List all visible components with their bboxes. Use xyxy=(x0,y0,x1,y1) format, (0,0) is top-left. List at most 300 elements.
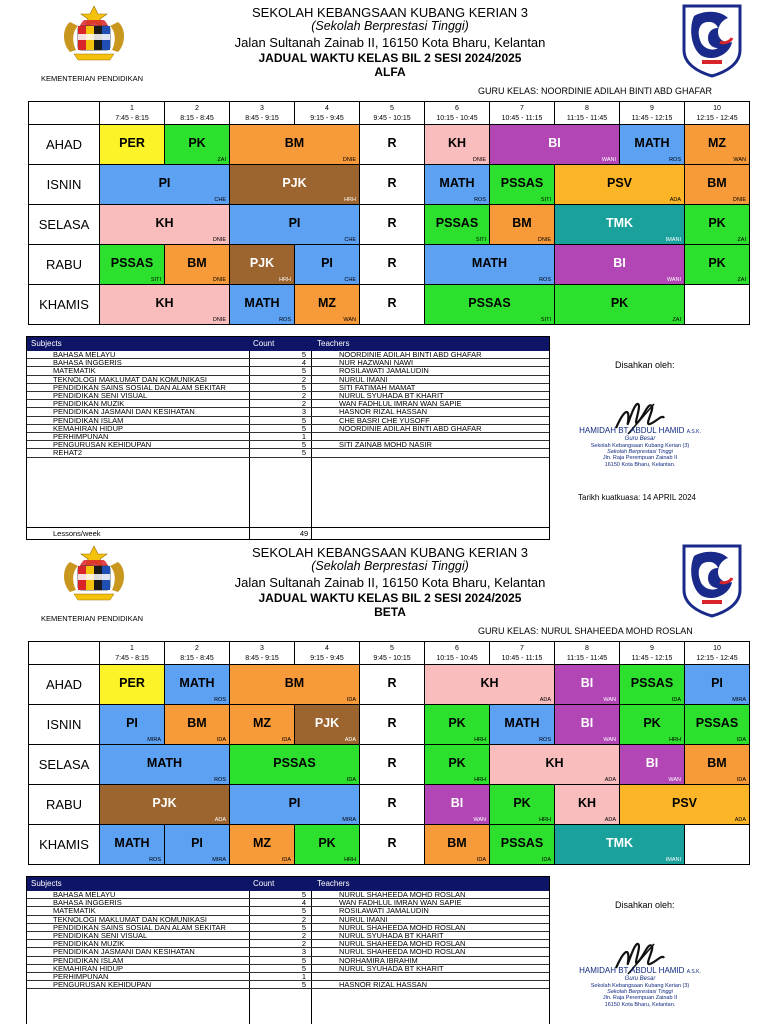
lesson-cell[interactable] xyxy=(295,285,360,325)
subject-row xyxy=(27,359,549,367)
subject-teacher: NURUL SHAHEEDA MOHD ROSLAN xyxy=(339,891,466,899)
period-header: 8 11:15 - 11:45 xyxy=(555,101,620,125)
subject-row xyxy=(27,916,549,924)
lesson-cell[interactable] xyxy=(230,245,295,285)
teacher-code: ADA xyxy=(214,817,226,823)
lesson-cell[interactable] xyxy=(230,705,295,745)
timetable-grid xyxy=(28,101,750,327)
lesson-cell[interactable] xyxy=(100,825,165,865)
approver-role: Guru Besar xyxy=(624,435,656,442)
subject-row xyxy=(27,932,549,940)
period-header: 3 8:45 - 9:15 xyxy=(230,641,295,665)
teacher-code: ZAI xyxy=(737,277,746,283)
subject-code: PSSAS xyxy=(500,836,544,850)
school-motto: (Sekolah Berprestasi Tinggi) xyxy=(311,19,469,33)
approver-stamp: HAMIDAH BT ABDUL HAMID A.S.K. Guru Besar Sekolah Kebangsaan Kubang Kerian (3) Sekolah Berprestasi Tinggi Jln. Raja Perempuan Zainab II 16150 Kota Bharu, Kelantan. xyxy=(570,426,710,468)
lesson-cell[interactable] xyxy=(555,165,685,205)
teacher-code: WAN xyxy=(343,317,356,323)
subject-code: MZ xyxy=(317,296,337,310)
subject-code: BM xyxy=(707,176,727,190)
teacher-code: IDA xyxy=(671,697,681,703)
lesson-cell[interactable] xyxy=(555,825,685,865)
lesson-cell[interactable] xyxy=(425,745,490,785)
subject-count: 1 xyxy=(301,433,307,441)
teacher-code: ZAI xyxy=(672,317,681,323)
lesson-cell[interactable] xyxy=(490,705,555,745)
subject-code: PK xyxy=(708,256,726,270)
school-logo-icon xyxy=(680,542,744,618)
subject-code: PK xyxy=(188,136,206,150)
subject-code: MZ xyxy=(252,836,272,850)
subject-name: MATEMATIK xyxy=(53,367,96,376)
lesson-cell[interactable] xyxy=(490,125,620,165)
grid-corner xyxy=(28,101,100,125)
lesson-cell[interactable] xyxy=(425,665,555,705)
subject-name: TEKNOLOGI MAKLUMAT DAN KOMUNIKASI xyxy=(53,375,207,384)
subject-name: PENDIDIKAN MUZIK xyxy=(53,400,125,409)
subjects-column-header: Subjects xyxy=(31,339,62,348)
subject-count: 5 xyxy=(301,891,307,899)
subject-code: R xyxy=(387,676,397,690)
lesson-cell[interactable] xyxy=(490,205,555,245)
lesson-cell[interactable] xyxy=(555,665,620,705)
class-teacher-label: GURU KELAS: NOORDINIE ADILAH BINTI ABD GHAFAR xyxy=(478,86,713,96)
subject-row xyxy=(27,433,549,441)
teacher-code: IDA xyxy=(346,697,356,703)
lesson-cell[interactable] xyxy=(360,705,425,745)
period-header: 6 10:15 - 10:45 xyxy=(425,101,490,125)
lesson-cell[interactable] xyxy=(555,785,620,825)
teacher-code: ROS xyxy=(214,697,226,703)
subject-name: REHAT2 xyxy=(53,449,83,458)
lesson-cell[interactable] xyxy=(490,165,555,205)
teacher-code: DNIE xyxy=(212,317,226,323)
subject-code: MATH xyxy=(471,256,508,270)
subject-code: PSV xyxy=(671,796,697,810)
subject-code: R xyxy=(387,796,397,810)
period-header: 6 10:15 - 10:45 xyxy=(425,641,490,665)
teacher-code: HRH xyxy=(474,777,486,783)
subject-code: BI xyxy=(548,136,561,150)
subject-teacher: NORHAMIRA IBRAHIM xyxy=(339,956,418,965)
class-name: BETA xyxy=(374,605,406,619)
subject-code: PSSAS xyxy=(695,716,739,730)
teacher-code: WAN xyxy=(603,697,616,703)
lesson-cell[interactable] xyxy=(360,745,425,785)
subject-code: MATH xyxy=(634,136,670,150)
subject-code: MATH xyxy=(504,716,540,730)
lesson-cell[interactable] xyxy=(360,165,425,205)
subject-code: PI xyxy=(288,796,301,810)
lesson-cell[interactable] xyxy=(100,165,230,205)
subject-teacher: NURUL SHAHEEDA MOHD ROSLAN xyxy=(339,940,466,949)
subject-code: BM xyxy=(707,756,727,770)
subject-count: 2 xyxy=(301,940,307,949)
subject-code: R xyxy=(387,756,397,770)
subject-code: BM xyxy=(284,136,305,150)
subject-code: KH xyxy=(545,756,564,770)
lesson-cell[interactable] xyxy=(685,205,750,245)
teacher-code: DNIE xyxy=(732,197,746,203)
lesson-cell[interactable] xyxy=(425,165,490,205)
subject-row xyxy=(27,392,549,400)
teacher-code: SITI xyxy=(475,237,486,243)
subject-code: R xyxy=(387,176,397,190)
subject-row xyxy=(27,907,549,915)
school-name: SEKOLAH KEBANGSAAN KUBANG KERIAN 3 xyxy=(252,5,528,20)
lesson-cell[interactable] xyxy=(360,785,425,825)
subject-code: PJK xyxy=(282,176,307,190)
teacher-code: WANI xyxy=(666,277,681,283)
lesson-cell[interactable] xyxy=(620,745,685,785)
lesson-cell[interactable] xyxy=(100,705,165,745)
subject-code: KH xyxy=(577,796,597,810)
class-name: ALFA xyxy=(374,65,406,79)
school-name: SEKOLAH KEBANGSAAN KUBANG KERIAN 3 xyxy=(252,545,528,560)
subject-count: 5 xyxy=(301,956,307,965)
teacher-code: HRH xyxy=(344,857,356,863)
teacher-code: ADA xyxy=(669,197,681,203)
teacher-code: WAN xyxy=(603,737,616,743)
lesson-cell[interactable] xyxy=(490,745,620,785)
approver-name: HAMIDAH BT ABDUL HAMID A.S.K. xyxy=(579,426,701,435)
lesson-cell[interactable] xyxy=(165,125,230,165)
lesson-cell[interactable] xyxy=(360,825,425,865)
lesson-cell[interactable] xyxy=(100,665,165,705)
subject-row xyxy=(27,924,549,932)
subject-name: PENDIDIKAN SAINS SOSIAL DAN ALAM SEKITAR xyxy=(53,383,226,392)
subject-code: R xyxy=(387,256,397,270)
day-label: SELASA xyxy=(28,745,100,785)
subject-name: PENGURUSAN KEHIDUPAN xyxy=(53,441,152,450)
class-teacher-label: GURU KELAS: NURUL SHAHEEDA MOHD ROSLAN xyxy=(478,626,693,636)
subject-code: PI xyxy=(711,676,723,690)
lesson-cell[interactable] xyxy=(230,285,295,325)
teacher-code: WANI xyxy=(601,157,616,163)
subject-count: 5 xyxy=(301,441,307,450)
subject-code: PI xyxy=(191,836,203,850)
subject-name: PENDIDIKAN ISLAM xyxy=(53,956,124,965)
teacher-code: CHE xyxy=(344,277,356,283)
subject-teacher: WAN FADHLUL IMRAN WAN SAPIE xyxy=(339,899,462,908)
lesson-cell[interactable] xyxy=(100,285,230,325)
subject-teacher: SITI FATIMAH MAMAT xyxy=(339,383,416,392)
lesson-cell[interactable] xyxy=(165,665,230,705)
subject-code: BI xyxy=(645,756,659,770)
teacher-code: HRH xyxy=(344,197,356,203)
teacher-code: WAN xyxy=(668,777,681,783)
period-header: 3 8:45 - 9:15 xyxy=(230,101,295,125)
subject-name: PENDIDIKAN SENI VISUAL xyxy=(53,932,148,940)
subject-name: TEKNOLOGI MAKLUMAT DAN KOMUNIKASI xyxy=(53,915,207,924)
lesson-cell[interactable] xyxy=(165,705,230,745)
lesson-cell[interactable] xyxy=(100,205,230,245)
lesson-cell[interactable] xyxy=(425,125,490,165)
subject-name: BAHASA MELAYU xyxy=(53,891,116,899)
lesson-cell[interactable] xyxy=(555,205,685,245)
lesson-cell[interactable] xyxy=(620,125,685,165)
subject-code: KH xyxy=(155,216,174,230)
subject-code: BM xyxy=(284,676,305,690)
subjects-table xyxy=(26,336,550,540)
subject-name: PERHIMPUNAN xyxy=(53,973,109,981)
teacher-code: WAN xyxy=(733,157,746,163)
teacher-code: HRH xyxy=(539,817,551,823)
subject-row xyxy=(27,899,549,907)
subject-name: PENDIDIKAN MUZIK xyxy=(53,940,125,949)
teacher-code: IMANI xyxy=(665,857,681,863)
subject-code: PSSAS xyxy=(468,296,511,310)
teacher-code: MIRA xyxy=(212,857,226,863)
teacher-code: IDA xyxy=(476,857,486,863)
subject-code: BI xyxy=(580,716,594,730)
teacher-code: SITI xyxy=(150,277,161,283)
lesson-cell[interactable] xyxy=(425,245,555,285)
lesson-cell[interactable] xyxy=(230,745,360,785)
lesson-cell[interactable] xyxy=(490,785,555,825)
lesson-cell[interactable] xyxy=(230,125,360,165)
lesson-cell[interactable] xyxy=(425,285,555,325)
subject-name: BAHASA INGGERIS xyxy=(53,359,122,368)
lesson-cell[interactable] xyxy=(620,665,685,705)
subject-count: 5 xyxy=(301,449,307,458)
lesson-cell[interactable] xyxy=(165,825,230,865)
subject-teacher: NURUL SYUHADA BT KHARIT xyxy=(339,964,444,973)
lesson-cell[interactable] xyxy=(685,165,750,205)
subject-code: MATH xyxy=(114,836,150,850)
subject-code: MATH xyxy=(439,176,475,190)
ministry-label: KEMENTERIAN PENDIDIKAN xyxy=(40,614,144,623)
subject-code: PI xyxy=(321,256,333,270)
subject-code: MATH xyxy=(244,296,280,310)
lesson-cell[interactable] xyxy=(100,245,165,285)
lesson-cell[interactable] xyxy=(555,285,685,325)
lesson-cell[interactable] xyxy=(425,205,490,245)
subject-count: 1 xyxy=(301,973,307,981)
subject-row xyxy=(27,441,549,449)
subject-teacher: NOORDINIE ADILAH BINTI ABD GHAFAR xyxy=(339,424,482,433)
teacher-code: ADA xyxy=(734,817,746,823)
lesson-cell[interactable] xyxy=(360,665,425,705)
lesson-cell[interactable] xyxy=(555,705,620,745)
lesson-cell[interactable] xyxy=(165,245,230,285)
subject-row xyxy=(27,940,549,948)
subject-count: 4 xyxy=(301,899,307,908)
teacher-code: HRH xyxy=(669,737,681,743)
period-header: 2 8:15 - 8:45 xyxy=(165,101,230,125)
subjects-table-header xyxy=(27,337,549,351)
day-label: SELASA xyxy=(28,205,100,245)
subject-name: PENDIDIKAN SENI VISUAL xyxy=(53,392,148,400)
subject-name: PENDIDIKAN ISLAM xyxy=(53,416,124,425)
school-address: Jalan Sultanah Zainab II, 16150 Kota Bharu, Kelantan xyxy=(234,575,546,590)
subject-code: PER xyxy=(119,136,145,150)
subject-teacher: CHE BASRI CHE YUSOFF xyxy=(339,416,430,425)
day-label: RABU xyxy=(28,785,100,825)
period-header: 2 8:15 - 8:45 xyxy=(165,641,230,665)
lesson-cell[interactable] xyxy=(100,125,165,165)
teacher-code: HRH xyxy=(474,737,486,743)
day-label: ISNIN xyxy=(28,705,100,745)
teacher-code: IDA xyxy=(281,737,291,743)
lesson-cell[interactable] xyxy=(230,825,295,865)
subject-name: PENDIDIKAN SAINS SOSIAL DAN ALAM SEKITAR xyxy=(53,923,226,932)
subject-code: KH xyxy=(447,136,467,150)
teacher-code: ADA xyxy=(344,737,356,743)
subject-row xyxy=(27,973,549,981)
approver-stamp: HAMIDAH BT ABDUL HAMID A.S.K. Guru Besar Sekolah Kebangsaan Kubang Kerian (3) Sekolah Berprestasi Tinggi Jln. Raja Perempuan Zainab II 16150 Kota Bharu, Kelantan. xyxy=(570,966,710,1008)
teacher-code: ROS xyxy=(214,777,226,783)
subject-name: PENDIDIKAN JASMANI DAN KESIHATAN xyxy=(53,408,195,417)
malaysia-coat-of-arms-icon xyxy=(44,4,144,62)
lesson-cell[interactable] xyxy=(425,785,490,825)
teacher-code: ZAI xyxy=(217,157,226,163)
subject-count: 5 xyxy=(301,424,307,433)
subject-code: BM xyxy=(187,716,207,730)
lesson-cell[interactable] xyxy=(230,665,360,705)
subject-code: R xyxy=(387,716,397,730)
subject-row xyxy=(27,417,549,425)
teacher-code: CHE xyxy=(214,197,226,203)
lesson-cell[interactable] xyxy=(295,825,360,865)
subject-code: BM xyxy=(512,216,532,230)
subject-code: PSSAS xyxy=(500,176,544,190)
subject-count: 3 xyxy=(301,408,307,417)
lesson-cell[interactable] xyxy=(360,285,425,325)
subject-code: MATH xyxy=(146,756,183,770)
subject-row xyxy=(27,351,549,359)
teacher-code: ADA xyxy=(604,777,616,783)
subject-code: KH xyxy=(155,296,174,310)
lesson-cell[interactable] xyxy=(295,705,360,745)
subject-code: PK xyxy=(448,756,466,770)
lesson-cell[interactable] xyxy=(685,705,750,745)
subject-code: PSV xyxy=(606,176,632,190)
teacher-code: DNIE xyxy=(212,237,226,243)
subject-code: KH xyxy=(480,676,499,690)
subject-code: BM xyxy=(447,836,467,850)
subject-code: PK xyxy=(318,836,336,850)
period-header: 9 11:45 - 12:15 xyxy=(620,101,685,125)
lesson-cell[interactable] xyxy=(620,705,685,745)
teacher-code: DNIE xyxy=(212,277,226,283)
teacher-code: ROS xyxy=(539,277,551,283)
lesson-cell[interactable] xyxy=(425,705,490,745)
subject-code: PSSAS xyxy=(630,676,674,690)
timetable-title: JADUAL WAKTU KELAS BIL 2 SESI 2024/2025 xyxy=(258,51,522,65)
lesson-cell[interactable] xyxy=(555,245,685,285)
subject-code: PI xyxy=(126,716,138,730)
approved-by-label: Disahkan oleh: xyxy=(615,900,675,910)
subject-row xyxy=(27,948,549,956)
subject-name: KEMAHIRAN HIDUP xyxy=(53,424,124,433)
subject-teacher: SITI ZAINAB MOHD NASIR xyxy=(339,441,432,450)
teacher-code: HRH xyxy=(279,277,291,283)
teachers-column-header: Teachers xyxy=(317,879,350,888)
lessons-per-week-row: Lessons/week 49 xyxy=(27,527,549,537)
teacher-code: CHE xyxy=(344,237,356,243)
period-header: 7 10:45 - 11:15 xyxy=(490,101,555,125)
subject-code: R xyxy=(387,296,397,310)
subject-teacher: NURUL SHAHEEDA MOHD ROSLAN xyxy=(339,923,466,932)
lesson-cell[interactable] xyxy=(685,665,750,705)
day-label: ISNIN xyxy=(28,165,100,205)
count-column-header: Count xyxy=(253,339,275,348)
subject-code: PK xyxy=(708,216,726,230)
subject-code: PSSAS xyxy=(110,256,154,270)
subject-count: 5 xyxy=(301,981,307,990)
subject-code: R xyxy=(387,216,397,230)
period-header: 7 10:45 - 11:15 xyxy=(490,641,555,665)
subject-code: PK xyxy=(610,296,629,310)
lesson-cell[interactable] xyxy=(685,125,750,165)
subject-count: 5 xyxy=(301,367,307,376)
lesson-cell[interactable] xyxy=(100,745,230,785)
subject-teacher: ROSILAWATI JAMALUDIN xyxy=(339,367,429,376)
lesson-cell[interactable] xyxy=(230,205,360,245)
teacher-code: ZAI xyxy=(737,237,746,243)
lesson-cell[interactable] xyxy=(685,825,750,865)
subject-row xyxy=(27,408,549,416)
lesson-cell[interactable] xyxy=(490,825,555,865)
approver-name: HAMIDAH BT ABDUL HAMID A.S.K. xyxy=(579,966,701,975)
period-header: 10 12:15 - 12:45 xyxy=(685,101,750,125)
lesson-cell[interactable] xyxy=(620,785,750,825)
subject-teacher: WAN FADHLUL IMRAN WAN SAPIE xyxy=(339,400,462,409)
teachers-column-header: Teachers xyxy=(317,339,350,348)
subject-count: 5 xyxy=(301,383,307,392)
school-logo-icon xyxy=(680,2,744,78)
subject-count: 2 xyxy=(301,915,307,924)
subject-code: PJK xyxy=(314,716,340,730)
effective-date: Tarikh kuatkuasa: 14 APRIL 2024 xyxy=(578,493,696,502)
lesson-cell[interactable] xyxy=(100,785,230,825)
lesson-cell[interactable] xyxy=(685,245,750,285)
subject-teacher: NURUL SYUHADA BT KHARIT xyxy=(339,932,444,940)
lesson-cell[interactable] xyxy=(360,125,425,165)
lesson-cell[interactable] xyxy=(685,745,750,785)
subject-code: PK xyxy=(513,796,531,810)
day-label: KHAMIS xyxy=(28,825,100,865)
teacher-code: SITI xyxy=(540,317,551,323)
subject-name: KEMAHIRAN HIDUP xyxy=(53,964,124,973)
lesson-cell[interactable] xyxy=(425,825,490,865)
lesson-cell[interactable] xyxy=(360,245,425,285)
teacher-code: MIRA xyxy=(147,737,161,743)
day-label: AHAD xyxy=(28,665,100,705)
lesson-cell[interactable] xyxy=(230,785,360,825)
teacher-code: IDA xyxy=(346,777,356,783)
subject-count: 2 xyxy=(301,400,307,409)
subject-row xyxy=(27,367,549,375)
subject-count: 5 xyxy=(301,923,307,932)
period-header: 10 12:15 - 12:45 xyxy=(685,641,750,665)
subject-teacher: NURUL IMANI xyxy=(339,375,388,384)
day-label: AHAD xyxy=(28,125,100,165)
period-header: 9 11:45 - 12:15 xyxy=(620,641,685,665)
count-column-header: Count xyxy=(253,879,275,888)
lesson-cell[interactable] xyxy=(295,245,360,285)
subject-count: 2 xyxy=(301,392,307,400)
teacher-code: DNIE xyxy=(472,157,486,163)
subject-code: R xyxy=(387,136,397,150)
subject-code: PK xyxy=(448,716,466,730)
period-header: 4 9:15 - 9:45 xyxy=(295,101,360,125)
lesson-cell[interactable] xyxy=(685,285,750,325)
teacher-code: ADA xyxy=(539,697,551,703)
lesson-cell[interactable] xyxy=(230,165,360,205)
lesson-cell[interactable] xyxy=(360,205,425,245)
